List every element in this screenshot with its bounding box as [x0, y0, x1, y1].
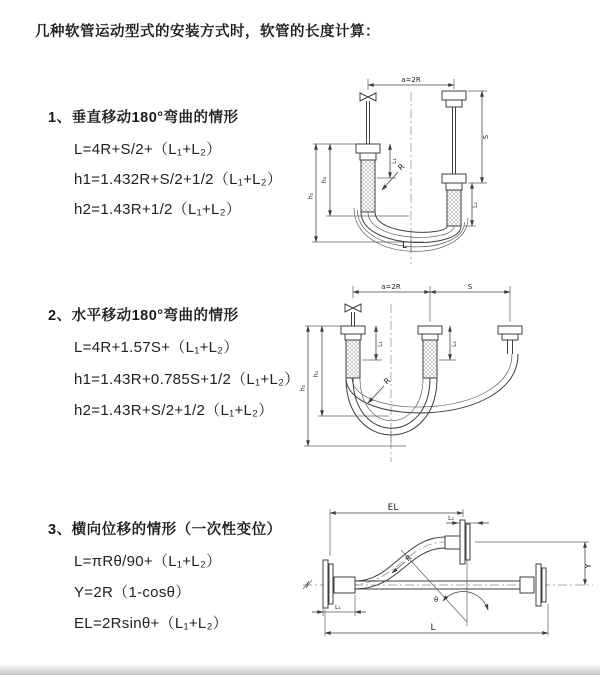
hose-fitting	[520, 577, 534, 593]
dim-label-s: S	[467, 283, 473, 291]
angle-arc	[443, 591, 488, 610]
diagram-vertical-u-bend	[306, 66, 596, 266]
hose-centerline	[349, 542, 445, 585]
section-3-formula-EL: EL=2Rsinθ+（L₁+L₂）	[74, 615, 228, 632]
angle-label: θ	[434, 596, 439, 604]
dim-label-l1: L₁	[377, 341, 384, 347]
flange	[360, 153, 376, 160]
flange	[466, 524, 470, 560]
section-2-formula-L: L=4R+1.57S+（L₁+L₂）	[74, 339, 239, 356]
braided-hose-section	[361, 160, 375, 212]
dim-label-h1: h₁	[312, 370, 320, 378]
dim-label-el: EL	[387, 503, 399, 513]
valve-icon	[368, 93, 376, 101]
flange	[442, 174, 466, 183]
dim-label-l2: L₂	[472, 202, 479, 208]
radius-leader	[368, 386, 384, 403]
braided-hose-section	[346, 340, 360, 378]
centerline-break-mark	[303, 580, 312, 589]
section-3-heading: 3、横向位移的情形（一次性变位）	[48, 522, 282, 538]
radius-label: R	[396, 161, 407, 173]
dim-label-h2: h₂	[306, 192, 315, 200]
section-1-heading: 1、垂直移动180°弯曲的情形	[48, 110, 239, 126]
valve-icon	[360, 93, 368, 101]
flange	[442, 91, 466, 100]
hose-fitting	[334, 577, 355, 593]
flange	[418, 326, 442, 334]
valve-icon	[353, 304, 361, 312]
page-bottom-edge	[0, 665, 600, 675]
diagram-lateral-s-curve	[293, 500, 598, 650]
dim-label-l2: L₂	[451, 341, 458, 347]
diagram-horizontal-u-bend	[298, 276, 598, 471]
dim-label-l2: L₂	[448, 515, 454, 522]
braided-hose-section	[447, 190, 461, 226]
braided-hose-section	[423, 340, 437, 378]
length-label: L	[402, 241, 408, 251]
flange	[536, 564, 541, 606]
flange	[356, 144, 380, 153]
dim-label-a2r: a=2R	[381, 283, 401, 291]
flange	[341, 326, 365, 334]
flange	[502, 334, 518, 340]
flange	[323, 560, 328, 608]
section-1-formula-h2: h2=1.43R+1/2（L₁+L₂）	[74, 201, 242, 218]
section-1-formula-L: L=4R+S/2+（L₁+L₂）	[74, 141, 222, 158]
hose-curve	[346, 375, 437, 435]
dim-label-l: L	[430, 623, 436, 633]
flange	[498, 326, 522, 334]
section-1-formula-h1: h1=1.432R+S/2+1/2（L₁+L₂）	[74, 171, 283, 188]
flange	[329, 564, 333, 604]
radius-label: R	[403, 552, 414, 564]
dim-label-s: S	[482, 134, 490, 140]
dim-label-h2: h₂	[298, 384, 307, 392]
section-2-formula-h2: h2=1.43R+S/2+1/2（L₁+L₂）	[74, 402, 274, 419]
flange	[460, 520, 465, 564]
section-2-heading: 2、水平移动180°弯曲的情形	[48, 308, 239, 324]
dim-label-l1: L₁	[391, 158, 398, 164]
dim-label-a2r: a=2R	[401, 76, 421, 84]
dim-label-y: Y	[584, 563, 593, 569]
angle-reference-line	[401, 550, 467, 622]
hose-curve	[355, 537, 445, 581]
section-2-formula-h1: h1=1.43R+0.785S+1/2（L₁+L₂）	[74, 371, 300, 388]
hose-fitting	[445, 536, 460, 549]
flange	[446, 183, 462, 190]
section-3-formula-Y: Y=2R（1-cosθ）	[74, 584, 191, 601]
valve-icon	[345, 304, 353, 312]
flange	[422, 334, 438, 340]
section-3-formula-L: L=πRθ/90+（L₁+L₂）	[74, 553, 222, 570]
hose-curve	[360, 375, 423, 421]
dim-label-h1: h₁	[320, 176, 328, 184]
flange	[345, 334, 361, 340]
flange	[542, 568, 546, 602]
radius-label: R	[382, 375, 393, 387]
flange	[446, 100, 462, 107]
dim-label-l1: L₁	[335, 604, 341, 611]
page-title: 几种软管运动型式的安装方式时，软管的长度计算：	[35, 24, 380, 40]
